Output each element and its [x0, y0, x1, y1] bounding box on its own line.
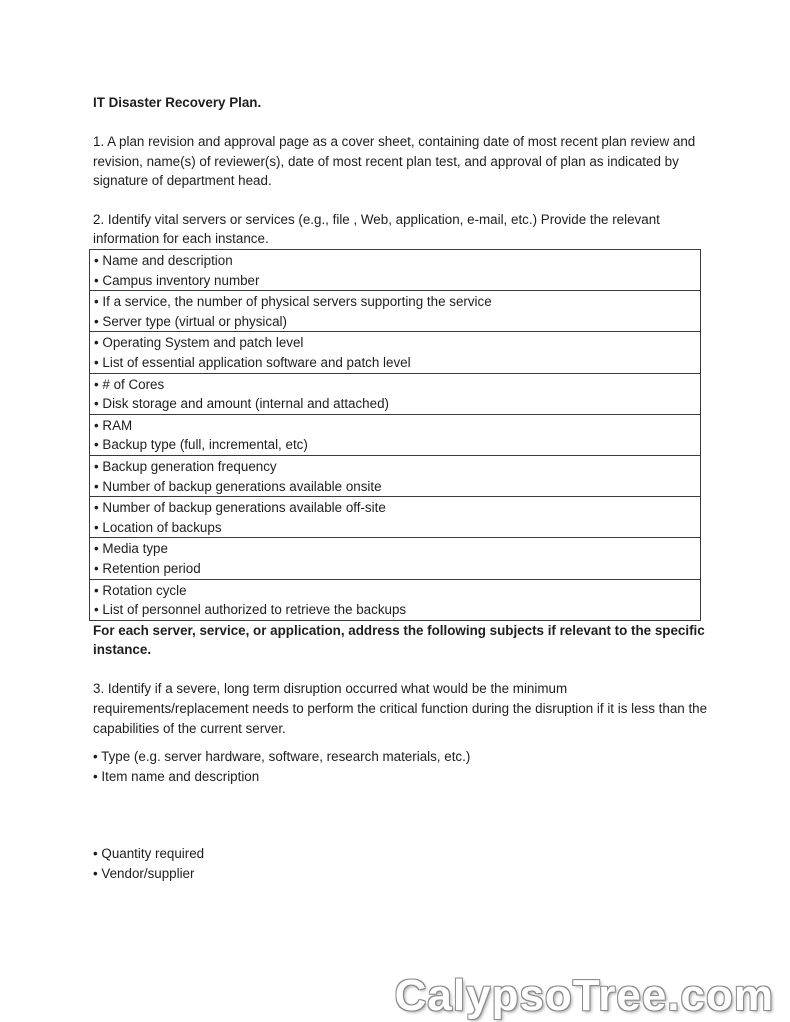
- table-cell: [90, 538, 701, 579]
- paragraph-2: 2. Identify vital servers or services (e.g., file , Web, application, e-mail, etc.) Provide the relevant information for each instance.: [93, 211, 660, 247]
- list-item: • Vendor/supplier: [93, 866, 195, 881]
- table-cell: [90, 414, 701, 455]
- table-item: • Disk storage and amount (internal and attached): [94, 396, 389, 412]
- requirements-list-2: [93, 844, 713, 883]
- table-item: • Number of backup generations available onsite: [94, 478, 382, 494]
- table-cell: [90, 456, 701, 497]
- table-item: • List of personnel authorized to retrieve the backups: [94, 602, 407, 618]
- watermark-logo: CalypsoTree.com: [394, 971, 774, 1020]
- table-cell: [90, 579, 701, 620]
- table-item: • Backup generation frequency: [94, 459, 277, 474]
- table-item: • Backup type (full, incremental, etc): [94, 437, 308, 453]
- table-item: • Number of backup generations available off-site: [94, 500, 386, 516]
- list-item: • Type (e.g. server hardware, software, research materials, etc.): [93, 749, 471, 765]
- table-row: [90, 332, 701, 373]
- table-row: [90, 250, 701, 291]
- table-row: [90, 538, 701, 579]
- list-item: • Quantity required: [93, 846, 205, 862]
- table-item: • Retention period: [94, 560, 201, 576]
- bold-instruction: For each server, service, or application, address the following subjects if relevant to the specific instance.: [93, 622, 705, 658]
- paragraph-1: 1. A plan revision and approval page as a cover sheet, containing date of most recent plan review and revision, name(s) of reviewer(s), date of most recent plan test, and approval of plan as indicated by signature of department head.: [93, 134, 696, 189]
- table-item: • RAM: [94, 417, 133, 433]
- table-row: [90, 373, 701, 414]
- list-item: • Item name and description: [93, 768, 260, 784]
- table-item: • Campus inventory number: [94, 272, 260, 288]
- table-item: • Media type: [94, 541, 168, 557]
- table-cell: [90, 332, 701, 373]
- table-row: [90, 456, 701, 497]
- document-page: [93, 93, 713, 884]
- table-item: • # of Cores: [94, 376, 165, 392]
- table-row: [90, 579, 701, 620]
- table-cell: [90, 497, 701, 538]
- table-item: • Location of backups: [94, 519, 222, 535]
- server-info-table: [89, 249, 701, 621]
- table-row: [90, 414, 701, 455]
- requirements-list-1: [93, 747, 713, 786]
- table-cell: [90, 291, 701, 332]
- table-item: • Name and description: [94, 253, 233, 269]
- table-item: • Operating System and patch level: [94, 335, 304, 351]
- table-row: [90, 291, 701, 332]
- table-cell: [90, 373, 701, 414]
- document-title: IT Disaster Recovery Plan.: [93, 95, 262, 110]
- paragraph-3: 3. Identify if a severe, long term disruption occurred what would be the minimum requirements/replacement needs to perform the critical function during the disruption if it is less than the capabilities of the current server.: [93, 681, 708, 736]
- table-cell: [90, 250, 701, 291]
- table-item: • Rotation cycle: [94, 582, 187, 598]
- table-row: [90, 497, 701, 538]
- table-item: • If a service, the number of physical servers supporting the service: [94, 294, 492, 310]
- table-item: • Server type (virtual or physical): [94, 313, 287, 329]
- table-item: • List of essential application software and patch level: [94, 355, 411, 371]
